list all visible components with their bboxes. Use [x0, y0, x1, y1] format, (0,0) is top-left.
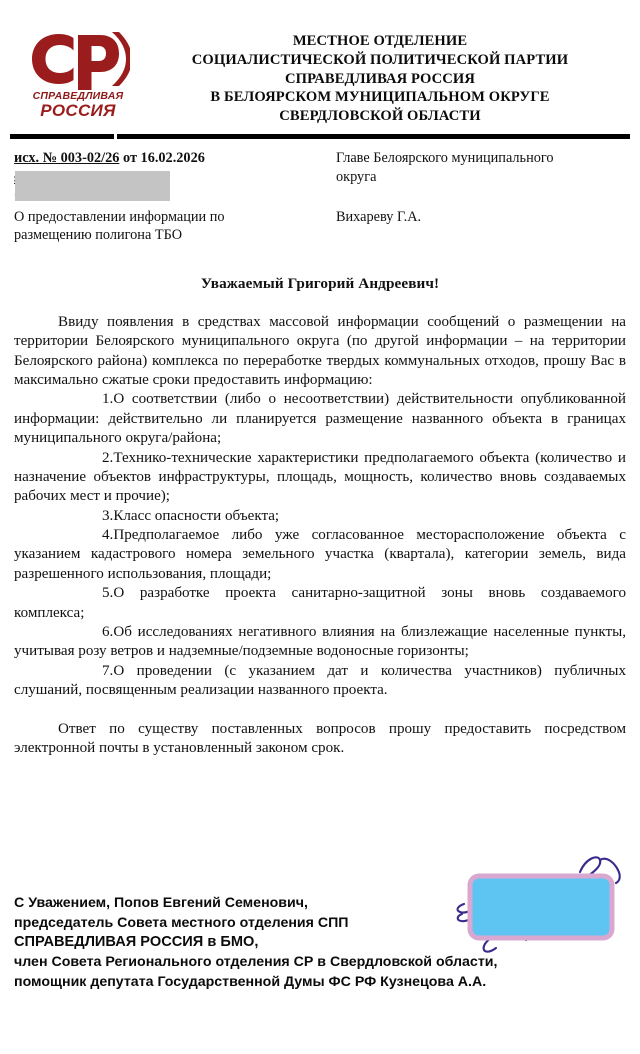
logo-word-top: СПРАВЕДЛИВАЯ	[32, 90, 124, 102]
list-item-number: 2.	[102, 449, 114, 466]
list-item-text: Класс опасности объекта;	[113, 507, 280, 524]
divider-segment-left	[10, 134, 114, 139]
org-title-line-4: В БЕЛОЯРСКОМ МУНИЦИПАЛЬНОМ ОКРУГЕ	[210, 89, 550, 106]
letterhead-divider	[10, 134, 630, 140]
list-item-text: Об исследованиях негативного влияния на близлежащие населенные пункты, учитывая розу ветров и надземные/подземные водоносные горизонты;	[14, 624, 626, 660]
org-title-line-5: СВЕРДЛОВСКОЙ ОБЛАСТИ	[279, 108, 481, 125]
list-item-number: 7.	[102, 662, 114, 679]
list-item-text: Технико-технические характеристики предполагаемого объекта (количество и назначение объектов инфраструктуры, площадь, мощность, количество вновь создаваемых рабочих мест и прочие);	[14, 449, 626, 505]
list-item-text: Предполагаемое либо уже согласованное месторасположение объекта с указанием кадастрового номера земельного участка (квартала), категории земель, вида разрешенного использования, площади;	[14, 527, 626, 582]
list-item	[14, 584, 626, 623]
addressee-spacer	[336, 186, 626, 208]
letterhead	[0, 0, 640, 126]
organization-title	[142, 22, 626, 126]
party-logo	[14, 22, 142, 120]
list-item	[14, 526, 626, 584]
redaction-overlay	[15, 171, 170, 201]
signature-line-4: член Совета Регионального отделения СР в Свердловской области,	[14, 954, 498, 971]
signature-line-1: С Уважением, Попов Евгений Семенович,	[14, 895, 308, 912]
addressee-line-1: Главе Белоярского муниципального	[336, 150, 554, 167]
list-item-text: О соответствии (либо о несоответствии) действительности опубликованной информации: действительно ли планируется размещение названного объекта в границах муниципального округа/района;	[14, 391, 626, 447]
org-title-line-2: СОЦИАЛИСТИЧЕСКОЙ ПОЛИТИЧЕСКОЙ ПАРТИИ	[191, 51, 569, 68]
list-item	[14, 449, 626, 507]
reference-line	[14, 149, 332, 168]
list-item-text: О проведении (с указанием дат и количества участников) публичных слушаний, посвященным реализации названного проекта.	[14, 662, 626, 699]
sender-meta-block	[14, 149, 332, 245]
list-item-number: 4.	[102, 527, 114, 544]
list-item-number: 3.	[102, 507, 114, 524]
org-title-line-1: МЕСТНОЕ ОТДЕЛЕНИЕ	[292, 33, 468, 49]
logo-word-bottom: РОССИЯ	[40, 101, 116, 121]
reference-number: исх. № 003-02/26	[14, 150, 120, 167]
subject-line-2: размещению полигона ТБО	[14, 227, 183, 244]
signature-line-2: председатель Совета местного отделения СПП	[14, 914, 349, 931]
paragraph-spacer	[14, 701, 626, 720]
reference-date: от 16.02.2026	[122, 150, 205, 167]
list-item-text: О разработке проекта санитарно-защитной зоны вновь создаваемого комплекса;	[14, 585, 626, 621]
list-item-number: 1.	[102, 391, 114, 408]
salutation: Уважаемый Григорий Андреевич!	[200, 274, 440, 292]
list-item-number: 6.	[102, 624, 114, 641]
intro-paragraph: Ввиду появления в средствах массовой информации сообщений о размещении на территории Белоярского муниципального округа (по другой информации – на территории Белоярского района) комплекса по переработке твердых коммунальных отходов, прошу Вас в максимально сжатые сроки предоставить информацию:	[14, 313, 626, 388]
list-item	[14, 662, 626, 701]
sr-monogram-icon	[26, 28, 130, 90]
subject-line-1: О предоставлении информации по	[14, 208, 225, 225]
subject-block	[14, 208, 332, 245]
contact-redaction-block	[14, 169, 332, 204]
closing-paragraph: Ответ по существу поставленных вопросов прошу предоставить посредством электронной почты в установленный законом срок.	[14, 720, 626, 756]
list-item	[14, 623, 626, 662]
addressee-line-2: округа	[336, 168, 377, 185]
list-item	[14, 507, 626, 526]
list-item	[14, 390, 626, 448]
addressee-block	[332, 149, 626, 245]
signature-line-5: помощник депутата Государственной Думы ФС РФ Кузнецова А.А.	[14, 973, 487, 990]
signature-text	[14, 894, 498, 992]
letter-body	[0, 275, 640, 759]
signature-area	[0, 894, 640, 992]
addressee-name: Вихареву Г.А.	[336, 209, 422, 226]
signature-line-3: СПРАВЕДЛИВАЯ РОССИЯ в БМО,	[14, 934, 259, 951]
list-item-number: 5.	[102, 585, 114, 602]
meta-row	[0, 140, 640, 245]
org-title-line-3: СПРАВЕДЛИВАЯ РОССИЯ	[285, 70, 475, 87]
divider-segment-right	[117, 134, 630, 139]
